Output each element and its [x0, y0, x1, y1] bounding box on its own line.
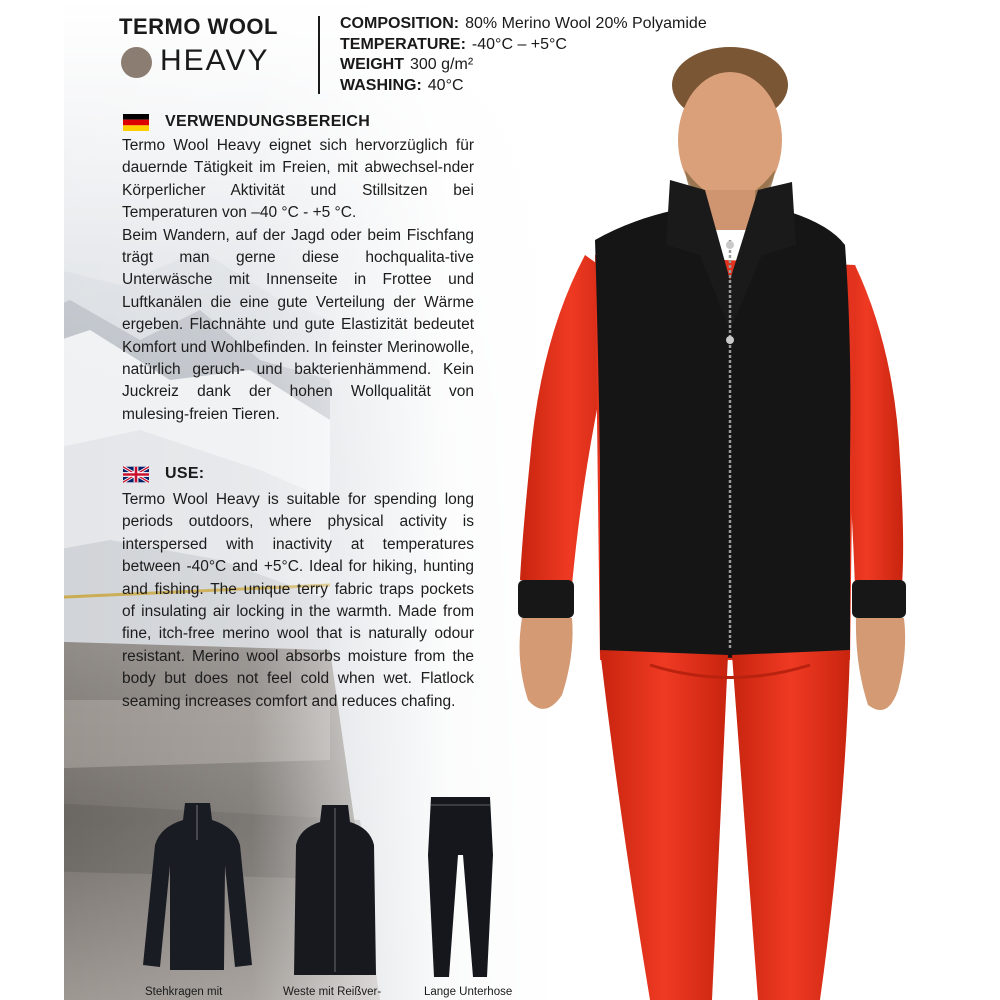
german-section-title: VERWENDUNGSBEREICH [165, 113, 371, 130]
german-paragraph: Termo Wool Heavy eignet sich hervorzüglich für dauernde Tätigkeit im Freien, mit abwechsel-nder Körperlicher Aktivität und Stillsitzen bei Temperaturen von –40 °C - +5 °C. [122, 137, 474, 222]
zip-vest-icon [290, 800, 380, 980]
english-section-title: USE: [165, 465, 205, 482]
spec-key: WEIGHT [340, 56, 404, 73]
model-photo [500, 40, 940, 1000]
product-label: Weste mit Reißver- [283, 986, 382, 998]
english-paragraph: Termo Wool Heavy is suitable for spending long periods outdoors, where physical activity is interspersed with inactivity at temperatures between -40°C and +5°C. Ideal for hiking, hunting and fishing. The unique terry fabric traps pockets of insulating air locking in the warmth. Made from fine, itch-free merino wool that is naturally odour resistant. Merino wool absorbs moisture from the body but does not feel cold when wet. Flatlock seaming increases comfort and reduces chafing. [122, 491, 474, 710]
spec-washing [340, 76, 707, 97]
weight-class-label: HEAVY [160, 44, 270, 77]
brand-title: TERMO WOOL [119, 14, 278, 39]
product-label: Lange Unterhose [424, 986, 513, 998]
product-turtleneck[interactable] [140, 795, 255, 975]
weight-indicator-dot [121, 47, 152, 78]
left-margin [0, 0, 64, 1000]
turtleneck-zip-shirt-icon [140, 795, 255, 975]
spec-value: 40°C [427, 76, 464, 94]
spec-temperature [340, 35, 707, 56]
spec-weight [340, 55, 707, 76]
german-paragraph: Beim Wandern, auf der Jagd oder beim Fischfang trägt man gerne diese hochqualita-tive Unterwäsche mit Innenseite in Frottee und Luftkanälen die eine gute Verteilung der Wärme ergeben. Flachnähte und gute Elastizität bedeutet Komfort und Wohlbefinden. In feinster Merinowolle, natürlich geruch- und bakterienhämmend. Kein Juckreiz dank der hohen Wollqualität von mulesing-freien Tieren. [122, 226, 474, 423]
product-vest[interactable] [290, 800, 380, 980]
spec-value: -40°C – +5°C [471, 35, 567, 53]
long-underpants-icon [423, 795, 498, 980]
spec-key: WASHING: [340, 76, 422, 94]
spec-key: TEMPERATURE: [340, 35, 466, 53]
specs-list [340, 14, 707, 96]
spec-value: 80% Merino Wool 20% Polyamide [465, 15, 707, 32]
uk-flag-icon [123, 466, 149, 483]
product-label: Stehkragen mit [145, 986, 223, 998]
spec-key: COMPOSITION: [340, 15, 460, 32]
german-section-header [123, 113, 370, 131]
spec-composition [340, 14, 707, 35]
english-body [122, 489, 474, 713]
product-long-underpants[interactable] [423, 795, 498, 980]
spec-value: 300 g/m² [410, 56, 474, 73]
germany-flag-icon [123, 114, 149, 131]
header-divider [318, 16, 320, 94]
german-body [122, 135, 474, 426]
english-section-header [123, 465, 204, 483]
